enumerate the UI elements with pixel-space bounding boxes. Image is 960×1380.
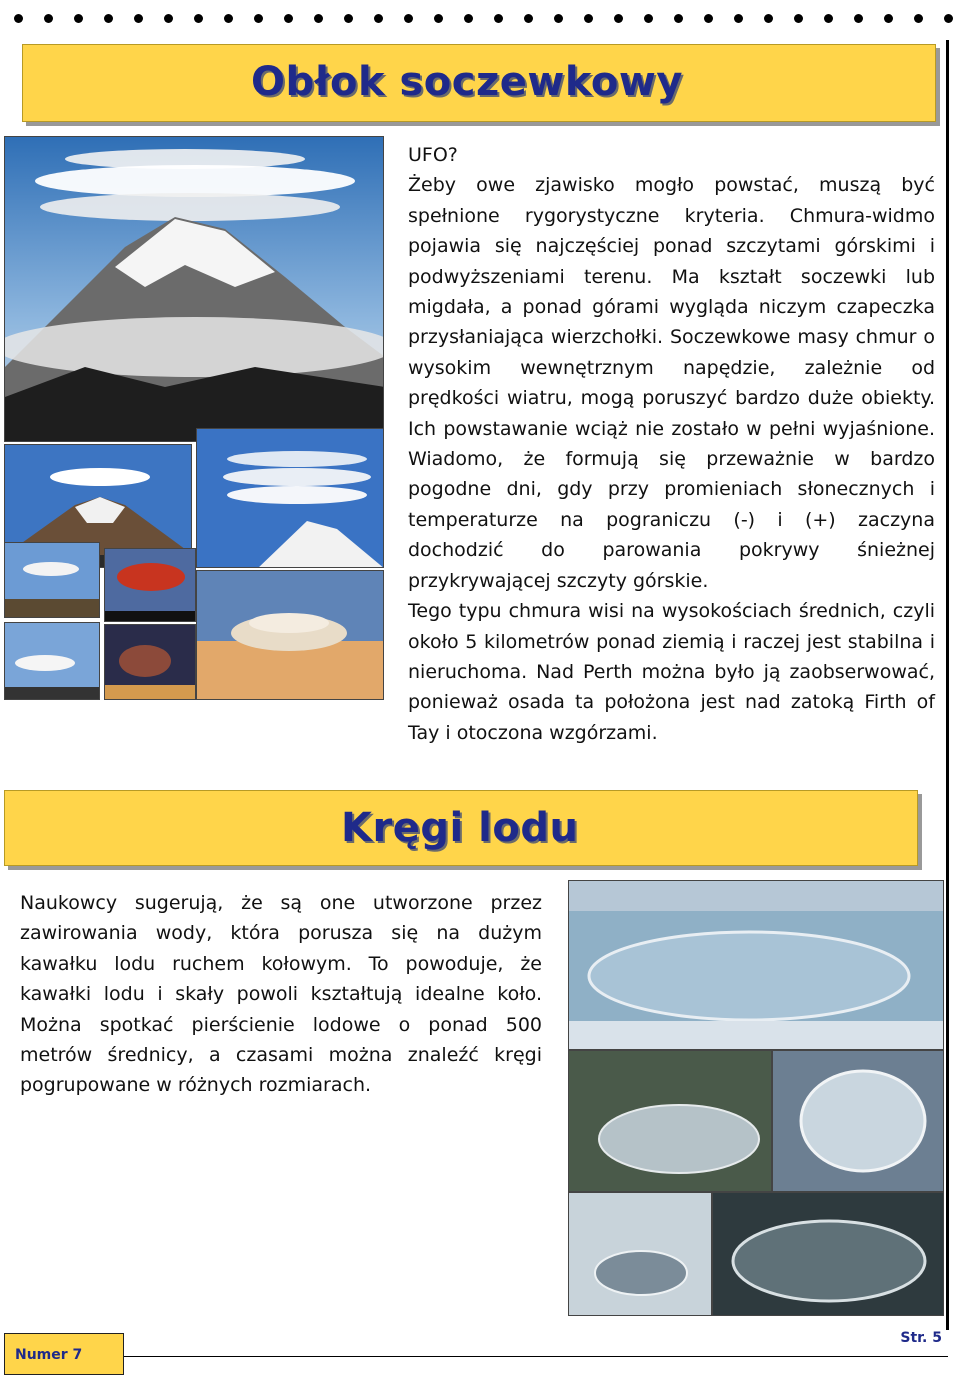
border-dot [944, 14, 953, 23]
border-dot [164, 14, 173, 23]
border-dot [284, 14, 293, 23]
photo-ice-circle-4 [568, 1192, 712, 1316]
paragraph: Tego typu chmura wisi na wysokościach średnich, czyli około 5 kilometrów ponad ziemią i raczej jest stabilna i nieruchoma. Nad Perth można było ją zaobserwować, ponieważ osada ta położona jest nad zatoką Firth of Tay i otoczona wzgórzami. [408, 600, 935, 744]
section-title-lenticular: Obłok soczewkowy [251, 59, 683, 105]
border-dot [134, 14, 143, 23]
border-dot [554, 14, 563, 23]
article-text-lenticular [408, 140, 935, 748]
photo-sunset-lenticular [104, 624, 196, 700]
border-dot [674, 14, 683, 23]
border-dot [254, 14, 263, 23]
border-dot [524, 14, 533, 23]
photo-stacked-lenticular [196, 428, 384, 568]
border-dot [464, 14, 473, 23]
border-dot [734, 14, 743, 23]
border-dot [14, 14, 23, 23]
photo-town-cloud [4, 542, 100, 618]
photo-ice-circle-2 [568, 1050, 772, 1192]
border-dot [404, 14, 413, 23]
border-dot [374, 14, 383, 23]
photo-ice-circle-5 [712, 1192, 944, 1316]
photo-saucer-cloud [196, 570, 384, 700]
section-title-ice-circles: Kręgi lodu [341, 805, 579, 851]
paragraph: UFO? [408, 144, 458, 166]
border-dot [104, 14, 113, 23]
photo-evening-cloud [4, 622, 100, 700]
border-dot [854, 14, 863, 23]
border-dot [434, 14, 443, 23]
border-dot [644, 14, 653, 23]
footer-rule [4, 1356, 948, 1357]
border-dot [914, 14, 923, 23]
photo-ice-circle-3 [772, 1050, 944, 1192]
issue-number: Numer 7 [15, 1347, 83, 1363]
border-dot [44, 14, 53, 23]
paragraph: Naukowcy sugerują, że są one utworzone przez zawirowania wody, która porusza się na dużym kawałku lodu ruchem kołowym. To powoduje, że kawałki lodu i skały powoli kształtują idealne koło. Można spotkać pierścienie lodowe o ponad 500 metrów średnicy, a czasami można znaleźć kręgi pogrupowane w różnych rozmiarach. [20, 892, 542, 1097]
border-dot [704, 14, 713, 23]
right-rule [946, 40, 949, 1330]
article-text-ice-circles [20, 888, 542, 1101]
border-dot [314, 14, 323, 23]
issue-badge [4, 1333, 124, 1375]
border-dot [794, 14, 803, 23]
border-dot [344, 14, 353, 23]
border-dot [494, 14, 503, 23]
photo-ice-circle-1 [568, 880, 944, 1050]
border-dot [614, 14, 623, 23]
border-dot [884, 14, 893, 23]
page-number: Str. 5 [900, 1330, 942, 1346]
photo-mountain-lenticular [4, 136, 384, 442]
section-banner-lenticular [22, 44, 936, 122]
border-dot [74, 14, 83, 23]
border-dot [764, 14, 773, 23]
border-dot [584, 14, 593, 23]
section-banner-ice-circles [4, 790, 918, 866]
border-dot [194, 14, 203, 23]
photo-red-lenticular [104, 548, 196, 622]
border-dot [224, 14, 233, 23]
paragraph: Żeby owe zjawisko mogło powstać, muszą być spełnione rygorystyczne kryteria. Chmura-widmo pojawia się najczęściej ponad szczytami górskimi i podwyższeniami terenu. Ma kształt soczewki lub migdała, a ponad górami wygląda niczym czapeczka przysłaniająca wierzchołki. Soczewkowe masy chmur o wysokim wewnętrznym napędzie, zależnie od prędkości wiatru, mogą poruszyć bardzo duże obiekty. Ich powstawanie wciąż nie zostało w pełni wyjaśnione. Wiadomo, że formują się przeważnie w bardzo pogodne dni, gdy przy promieniach słonecznych i temperaturze na pograniczu (-) i (+) zaczyna dochodzić do parowania pokrywy śnieżnej przykrywającej szczyty górskie. [408, 174, 935, 592]
dotted-border [0, 8, 960, 30]
page-number-box [884, 1330, 946, 1356]
border-dot [824, 14, 833, 23]
